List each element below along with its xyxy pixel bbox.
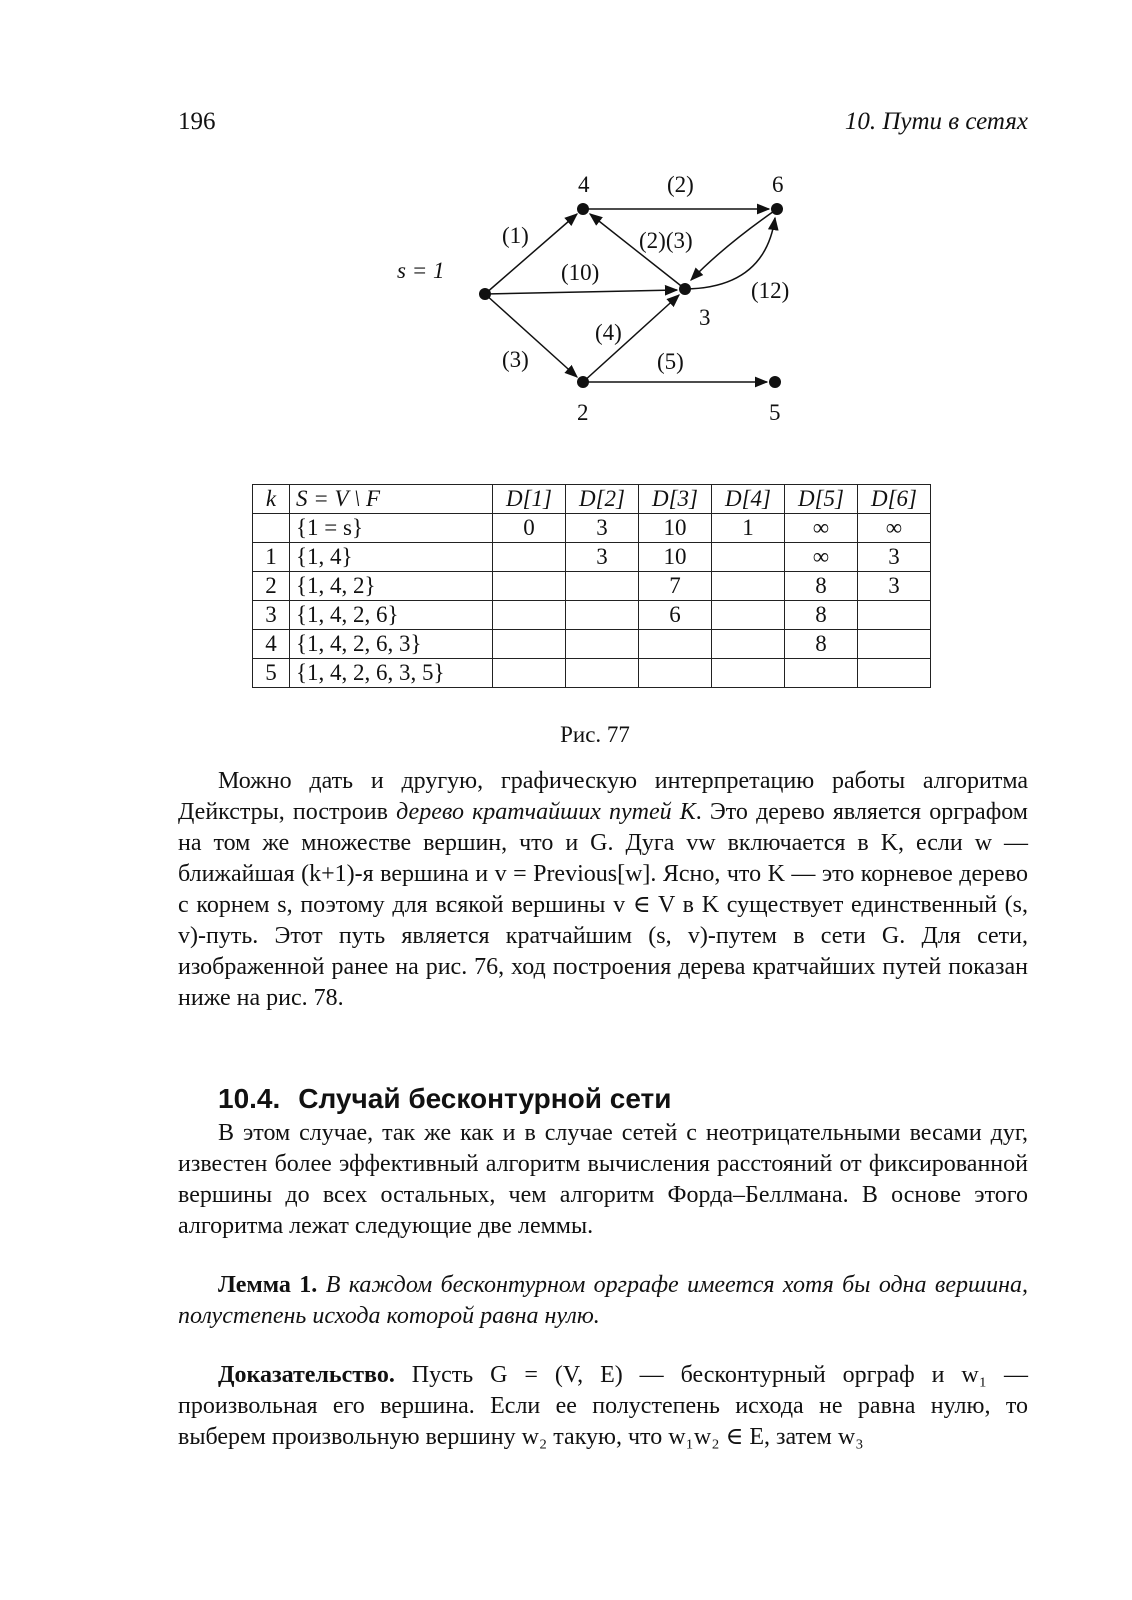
table-cell: 2	[253, 572, 290, 601]
table-cell	[858, 601, 931, 630]
vertex-label-5: 5	[769, 400, 781, 425]
running-section-title: 10. Пути в сетях	[844, 108, 1028, 135]
table-row	[253, 514, 931, 543]
paragraph-text: В этом случае, так же как и в случае сетей с неотрицательными весами дуг, известен более эффективный алгоритм вычисления расстояний от фиксированной вершины до всех остальных, чем алгоритм Форда–Беллмана. В основе этого алгоритма лежат следующие две леммы.	[178, 1120, 1028, 1239]
vertex-6	[771, 203, 783, 215]
edge-label-4-6: (2)	[667, 172, 694, 197]
edge-label-1-3: (10)	[561, 260, 600, 285]
vertex-3	[679, 283, 691, 295]
proof-text: Пусть G = (V, E) — бесконтурный орграф и w₁ — произвольная его вершина. Если ее полустепень исхода не равна нулю, то выберем произвольную вершину w₂ такую, что w₁w₂ ∈ E, затем w₃	[178, 1362, 1029, 1450]
paragraph-text: Можно дать и другую, графическую интерпретацию работы алгоритма Дейкстры, построив	[178, 768, 1028, 825]
table-cell	[712, 659, 785, 688]
table-cell	[493, 601, 566, 630]
table-cell: 8	[785, 572, 858, 601]
header-cell: D[2]	[566, 485, 639, 514]
table-cell	[639, 630, 712, 659]
section-title: Случай бесконтурной сети	[298, 1083, 672, 1114]
table-cell	[566, 659, 639, 688]
table-cell: 3	[858, 543, 931, 572]
table-cell: 6	[639, 601, 712, 630]
table-cell: 1	[712, 514, 785, 543]
vertex-2	[577, 376, 589, 388]
body-paragraph	[178, 766, 1028, 1014]
edge-label-2-3: (4)	[595, 320, 622, 345]
table-cell	[858, 659, 931, 688]
vertex-5	[769, 376, 781, 388]
edge-1-3	[485, 290, 677, 294]
table-cell: 1	[253, 543, 290, 572]
table-cell: {1, 4, 2, 6, 3}	[290, 630, 493, 659]
edge-label-2-5: (5)	[657, 349, 684, 374]
table-cell	[566, 601, 639, 630]
vertex-label-3: 3	[699, 305, 711, 330]
table-cell: ∞	[785, 514, 858, 543]
edge-label-1-2: (3)	[502, 347, 529, 372]
body-paragraph	[178, 1118, 1028, 1242]
dijkstra-table	[252, 484, 931, 688]
section-heading	[218, 1083, 671, 1115]
table-cell	[566, 630, 639, 659]
table-cell: 3	[566, 514, 639, 543]
table-cell: ∞	[858, 514, 931, 543]
lemma	[178, 1270, 1028, 1332]
page-number: 196	[178, 108, 216, 135]
vertex-1	[479, 288, 491, 300]
lemma-label: Лемма 1.	[218, 1272, 318, 1298]
edge-1-2	[485, 294, 577, 377]
table-row	[253, 659, 931, 688]
source-label: s = 1	[397, 258, 445, 283]
table-cell	[493, 543, 566, 572]
header-cell: D[5]	[785, 485, 858, 514]
vertex-label-2: 2	[577, 400, 589, 425]
table-cell	[493, 572, 566, 601]
table-cell: {1, 4, 2, 6}	[290, 601, 493, 630]
table-cell	[712, 572, 785, 601]
running-header	[178, 108, 1028, 136]
lemma-statement: В каждом бесконтурном орграфе имеется хотя бы одна вершина, полустепень исхода которой равна нулю.	[178, 1272, 1029, 1329]
table-cell: {1, 4, 2, 6, 3, 5}	[290, 659, 493, 688]
header-cell: S = V \ F	[290, 485, 493, 514]
table-header-row	[253, 485, 931, 514]
table-cell: 4	[253, 630, 290, 659]
table-cell	[566, 572, 639, 601]
table-cell: {1 = s}	[290, 514, 493, 543]
table-cell: 8	[785, 601, 858, 630]
network-graph	[395, 170, 815, 435]
vertex-label-6: 6	[772, 172, 784, 197]
section-number: 10.4.	[218, 1083, 281, 1114]
table-cell	[493, 630, 566, 659]
edge-label-3-4: (2)(3)	[639, 228, 693, 253]
header-cell: D[6]	[858, 485, 931, 514]
table-row	[253, 601, 931, 630]
table-cell	[639, 659, 712, 688]
table-cell: 3	[566, 543, 639, 572]
vertex-label-4: 4	[578, 172, 590, 197]
table-row	[253, 572, 931, 601]
header-cell: k	[253, 485, 290, 514]
table-row	[253, 630, 931, 659]
header-cell: D[4]	[712, 485, 785, 514]
vertex-4	[577, 203, 589, 215]
table-cell	[712, 601, 785, 630]
table-cell: 0	[493, 514, 566, 543]
table-cell: 5	[253, 659, 290, 688]
table-row	[253, 543, 931, 572]
header-cell: D[3]	[639, 485, 712, 514]
figure-caption: Рис. 77	[560, 722, 630, 747]
edge-label-1-4: (1)	[502, 223, 529, 248]
table-cell: 3	[858, 572, 931, 601]
table-cell	[493, 659, 566, 688]
table-cell	[253, 514, 290, 543]
table-cell	[858, 630, 931, 659]
proof-label: Доказательство.	[218, 1362, 395, 1388]
header-cell: D[1]	[493, 485, 566, 514]
edge-label-3-6: (12)	[751, 278, 790, 303]
table-cell: 8	[785, 630, 858, 659]
table-cell: {1, 4, 2}	[290, 572, 493, 601]
table-cell	[785, 659, 858, 688]
table-cell: ∞	[785, 543, 858, 572]
table-cell: 10	[639, 543, 712, 572]
table-cell: {1, 4}	[290, 543, 493, 572]
paragraph-text: . Это дерево является орграфом на том же множестве вершин, что и G. Дуга vw включается в K, если w — ближайшая (k+1)-я вершина и v = Previous[w]. Ясно, что K — это корневое дерево с корнем s, поэтому для всякой вершины v ∈ V в K существует единственный (s, v)-путь. Этот путь является кратчайшим (s, v)-путем в сети G. Для сети, изображенной ранее на рис. 76, ход построения дерева кратчайших путей показан ниже на рис. 78.	[178, 799, 1028, 1011]
emphasis-term: дерево кратчайших путей K	[396, 799, 696, 825]
proof	[178, 1360, 1028, 1453]
table-cell: 3	[253, 601, 290, 630]
table-cell: 7	[639, 572, 712, 601]
table-cell: 10	[639, 514, 712, 543]
table-cell	[712, 543, 785, 572]
edge-6-3	[691, 209, 777, 280]
table-cell	[712, 630, 785, 659]
